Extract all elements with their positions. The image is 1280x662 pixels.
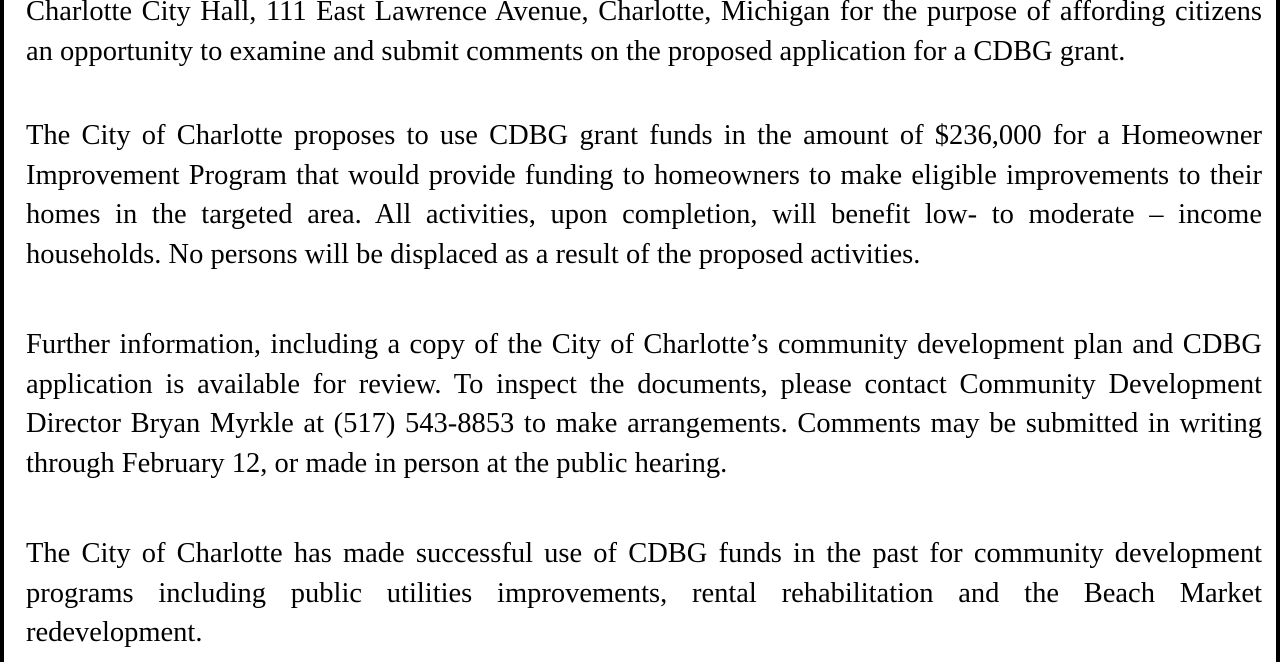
paragraph-hearing-location: Charlotte City Hall, 111 East Lawrence Avenue, Charlotte, Michigan for the purpose of affording citizens an opportunity to examine and submit comments on the proposed application for a CDBG grant. — [26, 0, 1262, 67]
paragraph-past-use: The City of Charlotte has made successful use of CDBG funds in the past for community development programs including public utilities improvements, rental rehabilitation and the Beach Market redevelopment. — [26, 538, 1262, 648]
paragraph-further-information: Further information, including a copy of the City of Charlotte’s community development plan and CDBG application is available for review. To inspect the documents, please contact Community Development Director Bryan Myrkle at (517) 543-8853 to make arrangements. Comments may be submitted in writing through February 12, or made in person at the public hearing. — [26, 329, 1262, 479]
paragraph-proposed-use: The City of Charlotte proposes to use CDBG grant funds in the amount of $236,000 for a Homeowner Improvement Program that would provide funding to homeowners to make eligible improvements to their homes in the targeted area. All activities, upon completion, will benefit low- to moderate – income households. No persons will be displaced as a result of the proposed activities. — [26, 120, 1262, 270]
